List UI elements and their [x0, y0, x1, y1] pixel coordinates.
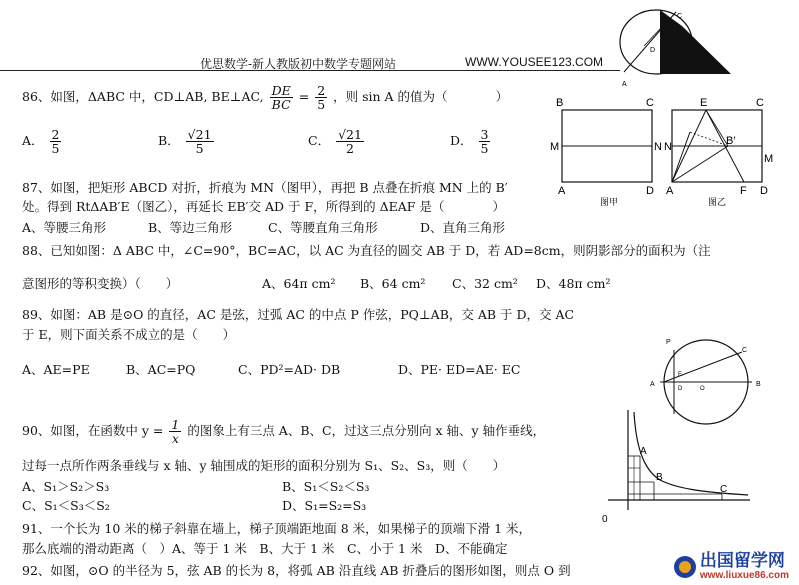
q89-option-d[interactable]: D、PE· ED=AE· EC [398, 362, 521, 377]
fig-a-label-c: C [646, 97, 654, 109]
q87-option-b[interactable]: B、等边三角形 [148, 220, 233, 235]
fig-circle-label-d: D [678, 386, 683, 392]
watermark-cn: 出国留学网 [699, 551, 785, 571]
q86-opt-b-num: √21 [187, 127, 212, 142]
q86-val-num: 2 [317, 83, 326, 98]
graph-label-c: C [720, 484, 728, 495]
graph-label-b: B [656, 472, 663, 483]
q86-opt-c-den: 2 [346, 141, 354, 156]
q89-option-c[interactable]: C、PD²=AD· DB [238, 362, 341, 377]
q86-opt-b-label: B． [158, 133, 180, 148]
q90-option-b[interactable]: B、S₁＜S₂＜S₃ [282, 479, 370, 494]
q86-opt-a-den: 5 [51, 141, 60, 156]
q88-line2: 意图形的等积变换）（ ） [22, 276, 179, 291]
q87-option-c[interactable]: C、等腰直角三角形 [268, 220, 378, 235]
globe-logo-icon [674, 556, 696, 578]
q87-line2 [22, 199, 505, 215]
q88-line1: 88、已知如图：Δ ABC 中，∠C=90°，BC=AC，以 AC 为直径的圆交 AB 于 D，若 AD=8cm，则阴影部分的面积为（注 [22, 243, 711, 258]
fig-circle-label-e: E [678, 372, 683, 378]
q86-opt-a-num: 2 [51, 127, 60, 142]
fig-circle-label-o: O [700, 386, 705, 392]
q89-line1: 89、如图：AB 是⊙O 的直径，AC 是弦，过弧 AC 的中点 P 作弦，PQ⊥AB，交 AB 于 D，交 AC [22, 307, 575, 322]
q87-option-d[interactable]: D、直角三角形 [420, 220, 506, 235]
q91-line2: 那么底端的滑动距离（ ）A、等于 1 米 B、大于 1 米 C、小于 1 米 D、不能确定 [22, 541, 508, 556]
fig-a-label-a: A [558, 185, 566, 197]
q87-option-a[interactable]: A、等腰三角形 [22, 220, 107, 235]
q86-opt-d-label: D． [450, 133, 473, 148]
q89-line2: 于 E，则下面关系不成立的是（ ） [22, 327, 236, 342]
q90-suffix: 的图象上有三点 A、B、C，过这三点分别向 x 轴、y 轴作垂线， [187, 423, 546, 438]
fig-b-label-f: F [740, 185, 747, 197]
fig-b-label-bprime: B′ [726, 135, 736, 147]
fig-circle-label-b: B [756, 381, 761, 388]
q90-func-frac [169, 418, 181, 445]
fig-b-label-e: E [700, 97, 708, 109]
header-rule [0, 70, 620, 71]
graph-label-a: A [640, 446, 647, 457]
q86-value-frac [315, 84, 327, 111]
q86-ratio-frac [270, 84, 293, 111]
q88-option-b[interactable]: B、64 cm² [360, 276, 426, 291]
q87-line2-text: 处。得到 RtΔAB′E（图乙），再延长 EB′交 AD 于 F，所得到的 ΔEAF 是（ [22, 199, 445, 214]
fig-b-label-c: C [756, 97, 764, 109]
q90-prefix: 90、如图，在函数中 y = [22, 423, 164, 438]
q88-option-c[interactable]: C、32 cm² [452, 276, 518, 291]
figure-hyperbola [598, 408, 758, 530]
q88-option-a[interactable]: A、64π cm² [262, 276, 336, 291]
fig-a-caption: 图甲 [600, 197, 619, 207]
q86-opt-d-num: 3 [480, 127, 489, 142]
fig-b-label-d: D [760, 185, 768, 197]
q87-close-paren: ） [492, 199, 505, 214]
q86-frac-num: DE [271, 83, 291, 98]
fig-b-caption: 图乙 [708, 197, 727, 207]
fig-top-label-c: C [677, 13, 683, 20]
fig-b-label-a: A [666, 185, 674, 197]
fig-b-label-n: N [664, 141, 672, 153]
graph-origin: 0 [602, 514, 608, 525]
fig-b-label-m: M [764, 153, 774, 165]
fig-a-label-d: D [646, 185, 654, 197]
fig-circle-label-p: P [666, 339, 671, 346]
q87-line1: 87、如图，把矩形 ABCD 对折，折痕为 MN（图甲），再把 B 点叠在折痕 MN 上的 B′ [22, 180, 508, 195]
q88-option-d[interactable]: D、48π cm² [536, 276, 611, 291]
q90-frac-num: 1 [171, 417, 180, 432]
q86-opt-c-label: C． [308, 133, 331, 148]
figure-rect-b [664, 92, 784, 207]
q86-opt-d-den: 5 [480, 141, 489, 156]
q86-opt-a-label: A． [22, 133, 44, 148]
fig-top-label-a: A [622, 81, 627, 88]
q86-opt-c-num: √21 [338, 127, 362, 142]
fig-circle-label-c: C [742, 347, 748, 354]
watermark-url: www.liuxue86.com [699, 570, 789, 581]
fig-circle-label-a: A [650, 381, 655, 388]
q86-option-b[interactable] [158, 128, 216, 155]
q90-option-a[interactable]: A、S₁＞S₂＞S₃ [22, 479, 110, 494]
q91-line1: 91、一个长为 10 米的梯子斜靠在墙上，梯子顶端距地面 8 米，如果梯子的顶端下滑 1 米， [22, 521, 532, 536]
q90-option-d[interactable]: D、S₁=S₂=S₃ [282, 498, 367, 513]
q86-stem-suffix: ，则 sin A 的值为（ [333, 89, 448, 104]
site-url: WWW.YOUSEE123.COM [465, 55, 604, 69]
hyperbola-curve [634, 412, 748, 495]
q86-option-c[interactable] [308, 128, 366, 155]
fig-top-label-d: D [650, 47, 656, 54]
figure-top [616, 6, 736, 92]
q89-option-b[interactable]: B、AC=PQ [126, 362, 196, 377]
q86-close-paren: ） [495, 89, 509, 104]
q86-frac-den: BC [271, 97, 291, 112]
fig-a-label-m: M [550, 141, 560, 153]
q86-option-a[interactable] [22, 128, 63, 155]
fig-a-label-n: N [654, 141, 662, 153]
q86-option-d[interactable] [450, 128, 492, 155]
q90-frac-den: x [171, 431, 179, 446]
q86-stem-prefix: 86、如图，ΔABC 中，CD⊥AB, BE⊥AC, [22, 89, 264, 104]
q89-option-a[interactable]: A、AE=PE [22, 362, 90, 377]
fig-a-label-b: B [556, 97, 564, 109]
shaded-region [660, 10, 731, 74]
q92-line1: 92、如图，⊙O 的半径为 5，弦 AB 的长为 8，将弧 AB 沿直线 AB 折叠后的图形如图，则点 O 到 [22, 563, 571, 578]
figure-rect-a [550, 92, 670, 207]
q86-val-den: 5 [317, 97, 326, 112]
q90-line2: 过每一点所作两条垂线与 x 轴、y 轴围成的矩形的面积分别为 S₁、S₂、S₃，则（ ） [22, 458, 506, 473]
q86-opt-b-den: 5 [195, 141, 204, 156]
watermark [670, 550, 793, 583]
q90-option-c[interactable]: C、S₁＜S₃＜S₂ [22, 498, 110, 513]
q90-stem [22, 418, 545, 445]
q86-eq: = [298, 89, 310, 104]
site-name: 优思数学-新人教版初中数学专题网站 [200, 57, 397, 71]
q86-stem [22, 84, 508, 111]
